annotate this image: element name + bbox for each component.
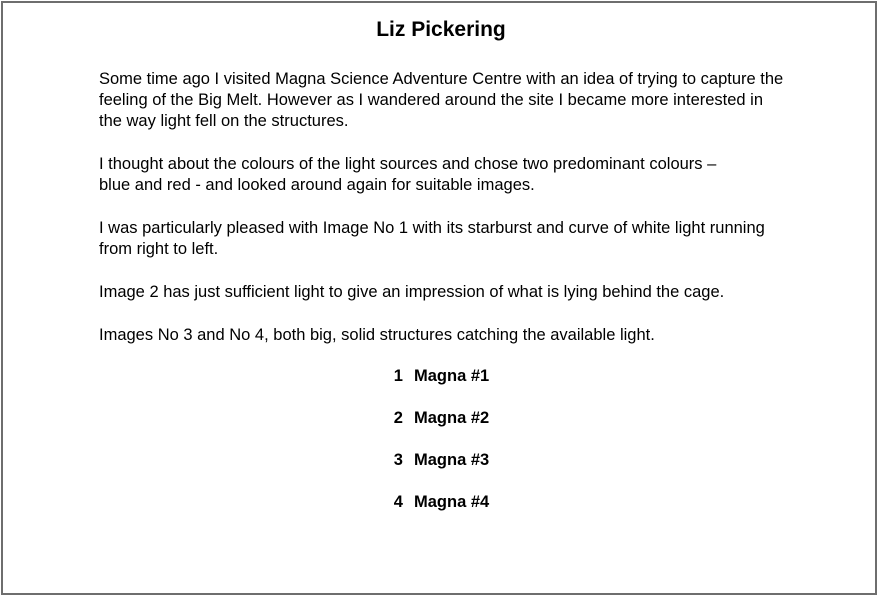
paragraph-line: Image 2 has just sufficient light to give an impression of what is lying behind the cage. — [99, 283, 725, 301]
paragraph-line: the way light fell on the structures. — [99, 112, 349, 130]
paragraph-line: Some time ago I visited Magna Science Adventure Centre with an idea of trying to capture the — [99, 70, 784, 88]
image-link-magna-4[interactable] — [0, 492, 882, 534]
paragraph-visit — [99, 69, 869, 132]
paragraph-line: I was particularly pleased with Image No 1 with its starburst and curve of white light running — [99, 219, 765, 237]
image-number: 1 — [393, 367, 403, 385]
image-number: 2 — [393, 409, 403, 427]
image-label: Magna #2 — [413, 409, 490, 427]
description-text — [99, 69, 869, 368]
paragraph-line: from right to left. — [99, 240, 219, 258]
paragraph-line: I thought about the colours of the light sources and chose two predominant colours – — [99, 155, 717, 173]
paragraph-images-3-4 — [99, 325, 869, 346]
image-list — [0, 366, 882, 534]
image-number: 4 — [393, 493, 403, 511]
image-link-magna-2[interactable] — [0, 408, 882, 450]
paragraph-colours — [99, 154, 869, 196]
image-label: Magna #4 — [413, 493, 490, 511]
page-title: Liz Pickering — [376, 18, 506, 41]
paragraph-line: feeling of the Big Melt. However as I wandered around the site I became more interested in — [99, 91, 764, 109]
image-label: Magna #1 — [413, 367, 490, 385]
paragraph-image-2 — [99, 282, 869, 303]
image-number: 3 — [393, 451, 403, 469]
image-label: Magna #3 — [413, 451, 490, 469]
image-link-magna-1[interactable] — [0, 366, 882, 408]
image-link-magna-3[interactable] — [0, 450, 882, 492]
paragraph-line: Images No 3 and No 4, both big, solid structures catching the available light. — [99, 326, 655, 344]
paragraph-image-1 — [99, 218, 869, 260]
paragraph-line: blue and red - and looked around again for suitable images. — [99, 176, 535, 194]
